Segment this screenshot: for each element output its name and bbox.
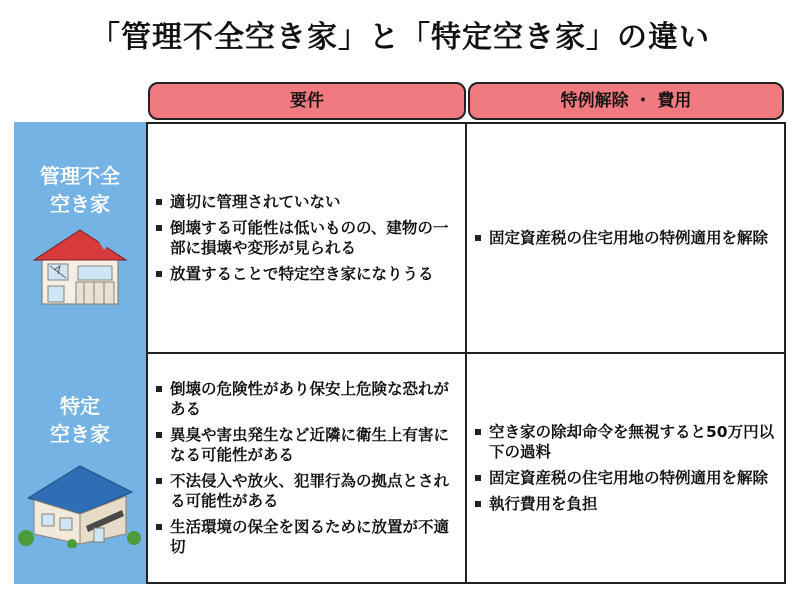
bullet-square-icon [156,524,162,530]
bullet-item [154,192,457,212]
cell-kanri-requirements [146,122,467,354]
bullet-list [148,373,465,563]
bullet-text: 固定資産税の住宅用地の特例適用を解除 [489,229,769,247]
bullet-text: 適切に管理されていない [170,193,341,211]
bullet-item [154,425,457,465]
row-label-kanri-fuzen [14,122,146,352]
bullet-item [473,494,776,514]
bullet-square-icon [156,432,162,438]
row-label-line: 管理不全 [40,164,120,188]
bullet-text: 倒壊の危険性があり保安上危険な恐れがある [170,380,450,418]
bullet-list [148,186,465,290]
bullet-text: 空き家の除却命令を無視すると50万円以下の過料 [489,423,775,461]
cell-tokutei-effects [465,352,786,584]
collapsing-house-icon [14,448,146,548]
row-label-line: 空き家 [50,422,110,446]
bullet-text: 執行費用を負担 [489,495,598,513]
bullet-item [473,422,776,462]
cell-tokutei-requirements [146,352,467,584]
bullet-text: 固定資産税の住宅用地の特例適用を解除 [489,469,769,487]
bullet-square-icon [156,478,162,484]
bullet-text: 放置することで特定空き家になりうる [170,265,434,283]
bullet-item [473,228,776,248]
column-header-effects: 特例解除 ・ 費用 [468,82,784,120]
bullet-text: 生活環境の保全を図るために放置が不適切 [170,518,450,556]
row-label-tokutei [14,352,146,584]
bullet-item [154,264,457,284]
bullet-square-icon [156,386,162,392]
bullet-item [473,468,776,488]
bullet-square-icon [475,235,481,241]
bullet-square-icon [156,199,162,205]
bullet-list [467,222,784,254]
bullet-square-icon [475,501,481,507]
row-label-line: 空き家 [50,192,110,216]
column-header-requirements: 要件 [148,82,466,120]
bullet-square-icon [475,475,481,481]
bullet-item [154,218,457,258]
page-title: 「管理不全空き家」と「特定空き家」の違い [90,20,710,55]
bullet-square-icon [156,225,162,231]
bullet-square-icon [475,429,481,435]
bullet-text: 不法侵入や放火、犯罪行為の拠点とされる可能性がある [170,472,450,510]
damaged-house-icon [14,220,146,312]
bullet-list [467,416,784,520]
bullet-item [154,517,457,557]
bullet-square-icon [156,271,162,277]
bullet-text: 倒壊する可能性は低いものの、建物の一部に損壊や変形が見られる [170,219,449,257]
row-label-line: 特定 [60,394,100,418]
bullet-text: 異臭や害虫発生など近隣に衛生上有害になる可能性がある [170,426,450,464]
cell-kanri-effects [465,122,786,354]
bullet-item [154,379,457,419]
bullet-item [154,471,457,511]
